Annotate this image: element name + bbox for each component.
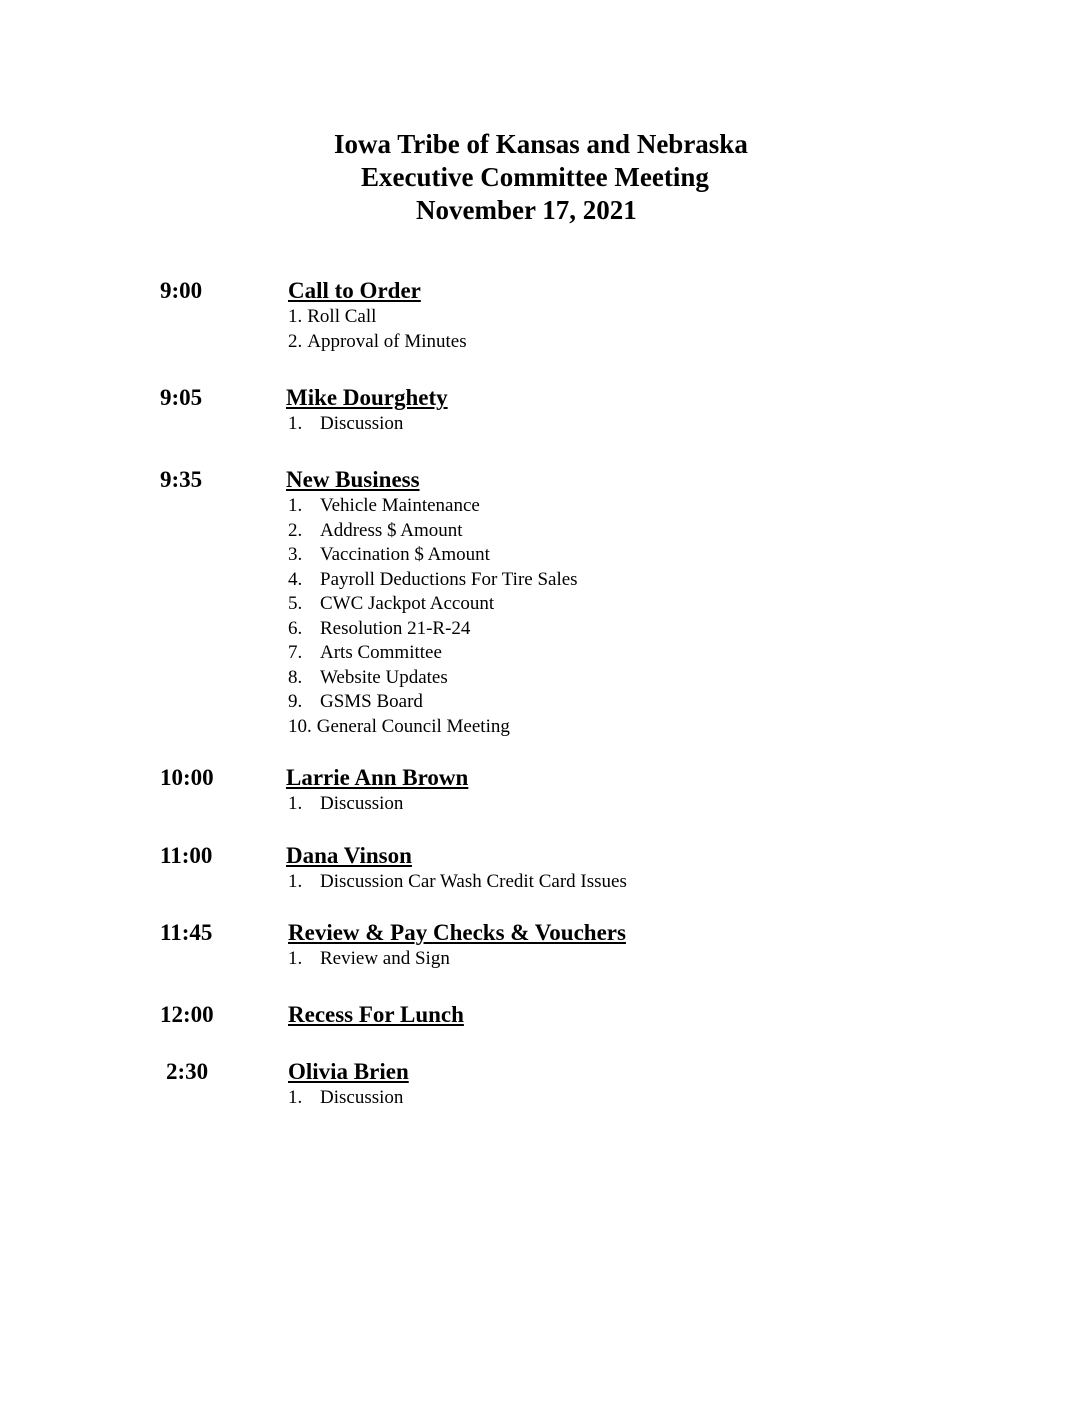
agenda-subitems	[288, 305, 467, 354]
list-item-text: Approval of Minutes	[307, 330, 467, 352]
list-item	[288, 947, 450, 972]
list-item-text: Resolution 21-R-24	[320, 617, 471, 639]
list-item	[288, 792, 403, 817]
list-item	[288, 592, 578, 617]
list-item	[288, 519, 578, 544]
agenda-time: 9:05	[160, 385, 203, 410]
title-date: November 17, 2021	[416, 195, 637, 225]
agenda-heading: Olivia Brien	[288, 1059, 409, 1084]
list-item-number: 1.	[288, 495, 303, 516]
agenda-heading: Dana Vinson	[286, 843, 412, 868]
list-item	[288, 690, 578, 715]
list-item	[288, 617, 578, 642]
list-item-text: Discussion Car Wash Credit Card Issues	[320, 871, 627, 892]
list-item	[288, 305, 467, 330]
agenda-time: 10:00	[160, 765, 214, 790]
list-item-text: Review and Sign	[320, 948, 450, 969]
agenda-time: 9:35	[160, 467, 203, 492]
list-item-text: Address $ Amount	[320, 519, 463, 541]
list-item-number: 2.	[288, 330, 303, 352]
list-item	[288, 494, 578, 519]
list-item-number: 2.	[288, 519, 303, 541]
list-item-text: Discussion	[320, 1087, 404, 1108]
list-item-number: 1.	[288, 793, 303, 814]
agenda-time: 9:00	[160, 278, 203, 303]
agenda-heading: Recess For Lunch	[288, 1002, 464, 1027]
list-item	[288, 666, 578, 691]
agenda-subitems	[288, 494, 578, 739]
list-item-number: 1.	[288, 413, 303, 434]
agenda-heading: Larrie Ann Brown	[286, 765, 469, 790]
list-item-text: Payroll Deductions For Tire Sales	[320, 568, 578, 590]
list-item-text: GSMS Board	[320, 691, 423, 712]
list-item-number: 1.	[288, 306, 303, 327]
list-item	[288, 330, 467, 355]
list-item-number: 8.	[288, 666, 303, 688]
list-item-number: 7.	[288, 642, 303, 663]
agenda-time: 12:00	[160, 1002, 214, 1027]
list-item-text: Vaccination $ Amount	[320, 544, 490, 565]
list-item-text: Website Updates	[320, 666, 448, 688]
list-item	[288, 715, 578, 740]
list-item-number: 10.	[288, 715, 312, 737]
list-item-number: 1.	[288, 948, 303, 969]
list-item	[288, 412, 403, 437]
list-item-text: CWC Jackpot Account	[320, 593, 495, 614]
list-item-text: Discussion	[320, 793, 404, 814]
title-meeting: Executive Committee Meeting	[361, 162, 709, 192]
list-item-text: Vehicle Maintenance	[320, 495, 480, 516]
list-item	[288, 1086, 403, 1111]
list-item-number: 4.	[288, 568, 303, 590]
list-item	[288, 543, 578, 568]
list-item	[288, 641, 578, 666]
agenda-heading: New Business	[286, 467, 420, 492]
agenda-subitems	[288, 1086, 403, 1111]
list-item-number: 5.	[288, 593, 303, 614]
agenda-time: 11:45	[160, 920, 213, 945]
agenda-heading: Review & Pay Checks & Vouchers	[288, 920, 626, 945]
list-item-number: 9.	[288, 691, 303, 712]
agenda-subitems	[288, 947, 450, 972]
agenda-subitems	[288, 792, 403, 817]
agenda-subitems	[288, 412, 403, 437]
agenda-subitems	[288, 870, 627, 895]
agenda-heading: Call to Order	[288, 278, 421, 303]
list-item-number: 1.	[288, 871, 303, 892]
agenda-heading: Mike Dourghety	[286, 385, 448, 410]
list-item-text: Discussion	[320, 413, 404, 434]
list-item-number: 6.	[288, 617, 303, 639]
agenda-time: 2:30	[166, 1059, 209, 1084]
list-item-text: Arts Committee	[320, 642, 442, 663]
list-item	[288, 870, 627, 895]
list-item	[288, 568, 578, 593]
list-item-number: 1.	[288, 1087, 303, 1108]
list-item-number: 3.	[288, 544, 303, 565]
title-organization: Iowa Tribe of Kansas and Nebraska	[334, 129, 748, 159]
list-item-text: Roll Call	[307, 306, 377, 327]
list-item-text: General Council Meeting	[316, 715, 510, 737]
agenda-time: 11:00	[160, 843, 213, 868]
